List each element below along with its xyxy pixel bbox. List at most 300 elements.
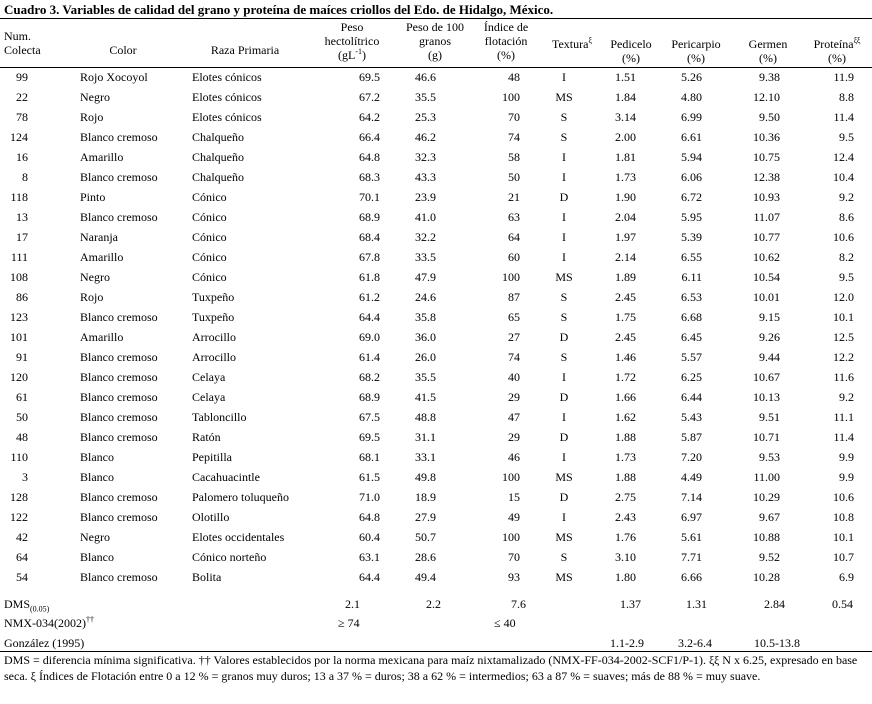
cell-raza: Tuxpeño (192, 310, 235, 324)
header-num (4, 29, 41, 57)
table-row (0, 447, 872, 467)
cell-peso100: 33.5 (415, 250, 436, 264)
table-row (0, 147, 872, 167)
header-pedicelo-line1: Pedicelo (610, 37, 652, 51)
cell-raza: Cónico (192, 270, 227, 284)
cell-peso-hl: 68.9 (359, 390, 380, 404)
cell-textura: S (560, 550, 568, 564)
cell-color: Rojo (80, 110, 104, 124)
cell-pericarpio: 5.57 (681, 350, 702, 364)
cell-textura: S (560, 290, 568, 304)
cell-color: Blanco (80, 550, 114, 564)
cell-proteina: 12.0 (833, 290, 854, 304)
header-num-line2: Colecta (4, 43, 41, 57)
dms-pericarpio: 1.31 (686, 597, 707, 611)
cell-pedicelo: 2.45 (615, 330, 636, 344)
table-row (0, 367, 872, 387)
cell-num: 91 (16, 350, 28, 364)
cell-pedicelo: 1.97 (615, 230, 636, 244)
table-row (0, 547, 872, 567)
header-peso100 (393, 20, 477, 62)
cell-pericarpio: 7.71 (681, 550, 702, 564)
cell-indice: 74 (508, 130, 520, 144)
peso-hl-unit-end: ) (362, 48, 366, 62)
cell-peso-hl: 66.4 (359, 130, 380, 144)
cell-color: Negro (80, 90, 110, 104)
cell-raza: Elotes cónicos (192, 90, 262, 104)
cell-color: Blanco cremoso (80, 510, 158, 524)
cell-proteina: 9.9 (839, 450, 854, 464)
cell-pericarpio: 6.61 (681, 130, 702, 144)
cell-germen: 9.52 (759, 550, 780, 564)
cell-indice: 29 (508, 390, 520, 404)
cell-textura: I (562, 210, 566, 224)
nmx-label-sup: †† (86, 615, 94, 624)
cell-color: Blanco cremoso (80, 350, 158, 364)
cell-peso100: 49.8 (415, 470, 436, 484)
cell-peso-hl: 64.4 (359, 570, 380, 584)
cell-indice: 63 (508, 210, 520, 224)
cell-peso100: 41.0 (415, 210, 436, 224)
cell-peso100: 32.2 (415, 230, 436, 244)
cell-raza: Cónico (192, 250, 227, 264)
header-peso-hl-line2: hectolítrico (324, 34, 380, 48)
cell-pedicelo: 1.66 (615, 390, 636, 404)
cell-proteina: 11.4 (833, 430, 854, 444)
cell-pericarpio: 6.97 (681, 510, 702, 524)
cell-pericarpio: 6.99 (681, 110, 702, 124)
header-proteina-unit: (%) (828, 51, 846, 65)
cell-proteina: 9.2 (839, 190, 854, 204)
cell-num: 128 (10, 490, 28, 504)
cell-pedicelo: 1.73 (615, 170, 636, 184)
cell-indice: 58 (508, 150, 520, 164)
cell-peso100: 31.1 (415, 430, 436, 444)
cell-num: 111 (10, 250, 28, 264)
cell-indice: 21 (508, 190, 520, 204)
dms-label (4, 597, 50, 614)
cell-color: Amarillo (80, 330, 124, 344)
dms-indice: 7.6 (511, 597, 526, 611)
cell-raza: Cónico (192, 210, 227, 224)
cell-color: Blanco cremoso (80, 490, 158, 504)
cell-pericarpio: 6.68 (681, 310, 702, 324)
data-table-body (0, 67, 872, 587)
cell-proteina: 11.4 (833, 110, 854, 124)
cell-textura: D (559, 490, 569, 504)
cell-indice: 50 (508, 170, 520, 184)
header-peso-hl-unit (312, 48, 392, 62)
cell-pedicelo: 1.73 (615, 450, 636, 464)
cell-proteina: 12.5 (833, 330, 854, 344)
table-row (0, 567, 872, 587)
cell-peso100: 46.6 (415, 70, 436, 84)
cell-color: Blanco cremoso (80, 410, 158, 424)
cell-peso100: 28.6 (415, 550, 436, 564)
header-pericarpio-unit: (%) (687, 51, 705, 65)
cell-peso-hl: 69.5 (359, 430, 380, 444)
cell-peso-hl: 61.4 (359, 350, 380, 364)
header-pedicelo (602, 37, 660, 65)
table-row (0, 207, 872, 227)
cell-textura: I (562, 170, 566, 184)
cell-indice: 100 (502, 90, 520, 104)
cell-raza: Arrocillo (192, 350, 236, 364)
cell-peso-hl: 70.1 (359, 190, 380, 204)
table-row (0, 87, 872, 107)
cell-color: Amarillo (80, 250, 124, 264)
cell-raza: Arrocillo (192, 330, 236, 344)
header-indice-unit: (%) (497, 48, 515, 62)
cell-indice: 74 (508, 350, 520, 364)
cell-textura: I (562, 510, 566, 524)
cell-textura: MS (555, 530, 573, 544)
cell-pericarpio: 6.06 (681, 170, 702, 184)
header-peso-hl (312, 20, 392, 62)
cell-raza: Cónico (192, 190, 227, 204)
gonzalez-pedicelo: 1.1-2.9 (610, 636, 644, 650)
cell-indice: 100 (502, 470, 520, 484)
cell-textura: MS (555, 570, 573, 584)
cell-color: Blanco cremoso (80, 210, 158, 224)
footnote: DMS = diferencia mínima significativa. †† Valores establecidos por la norma mexicana para maíz nixtamalizado (NMX-FF-034-2002-SCF1/P-1). ξξ N x 6.25, expresado en base seca. ξ Índices de Flotación entre 0 a 12 % = granos muy duros; 13 a 37 % = duros; 38 a 62 % = intermedios; 63 a 87 % = suaves; más de 88 % = muy suave. (4, 653, 858, 683)
cell-peso100: 36.0 (415, 330, 436, 344)
cell-peso-hl: 68.1 (359, 450, 380, 464)
header-peso-hl-line1: Peso (340, 20, 364, 34)
cell-raza: Elotes cónicos (192, 70, 262, 84)
table-row (0, 267, 872, 287)
header-germen-unit: (%) (759, 51, 777, 65)
gonzalez-label: González (1995) (4, 636, 85, 650)
cell-pericarpio: 6.55 (681, 250, 702, 264)
cell-germen: 9.15 (759, 310, 780, 324)
cell-indice: 47 (508, 410, 520, 424)
cell-germen: 10.13 (753, 390, 780, 404)
cell-num: 16 (16, 150, 28, 164)
cell-pedicelo: 1.75 (615, 310, 636, 324)
cell-germen: 10.71 (753, 430, 780, 444)
cell-proteina: 9.5 (839, 270, 854, 284)
cell-indice: 100 (502, 530, 520, 544)
cell-pericarpio: 6.72 (681, 190, 702, 204)
cell-color: Blanco cremoso (80, 390, 158, 404)
cell-pericarpio: 7.14 (681, 490, 702, 504)
cell-textura: D (559, 190, 569, 204)
cell-color: Blanco cremoso (80, 570, 158, 584)
cell-raza: Cacahuacintle (192, 470, 260, 484)
dms-label-text: DMS (4, 597, 31, 611)
cell-pericarpio: 5.61 (681, 530, 702, 544)
cell-indice: 60 (508, 250, 520, 264)
cell-peso-hl: 64.4 (359, 310, 380, 324)
cell-textura: I (562, 250, 566, 264)
header-proteina-line1 (806, 37, 868, 51)
cell-peso-hl: 68.2 (359, 370, 380, 384)
table-row (0, 487, 872, 507)
cell-peso100: 41.5 (415, 390, 436, 404)
cell-peso100: 23.9 (415, 190, 436, 204)
dms-peso100: 2.2 (426, 597, 441, 611)
cell-proteina: 11.1 (833, 410, 854, 424)
cell-indice: 48 (508, 70, 520, 84)
table-title: Cuadro 3. Variables de calidad del grano y proteína de maíces criollos del Edo. de Hidalgo, México. (4, 2, 554, 17)
table-row (0, 67, 872, 87)
cell-color: Rojo Xocoyol (80, 70, 148, 84)
nmx-label (4, 616, 94, 630)
cell-proteina: 10.4 (833, 170, 854, 184)
header-peso100-unit: (g) (428, 48, 442, 62)
cell-peso-hl: 61.5 (359, 470, 380, 484)
cell-textura: I (562, 410, 566, 424)
header-peso100-line1: Peso de 100 (406, 20, 464, 34)
cell-color: Blanco cremoso (80, 130, 158, 144)
cell-peso-hl: 63.1 (359, 550, 380, 564)
table-row (0, 227, 872, 247)
cell-indice: 65 (508, 310, 520, 324)
cell-peso100: 27.9 (415, 510, 436, 524)
cell-peso-hl: 69.0 (359, 330, 380, 344)
cell-color: Negro (80, 530, 110, 544)
cell-peso-hl: 64.8 (359, 150, 380, 164)
cell-proteina: 10.1 (833, 310, 854, 324)
cell-germen: 10.93 (753, 190, 780, 204)
header-pericarpio-line1: Pericarpio (671, 37, 721, 51)
table-row (0, 427, 872, 447)
cell-germen: 10.29 (753, 490, 780, 504)
cell-germen: 10.67 (753, 370, 780, 384)
cell-textura: D (559, 390, 569, 404)
cell-raza: Celaya (192, 390, 226, 404)
header-peso100-line2: granos (419, 34, 451, 48)
cell-color: Blanco cremoso (80, 430, 158, 444)
cell-pericarpio: 5.94 (681, 150, 702, 164)
cell-raza: Ratón (192, 430, 221, 444)
cell-color: Rojo (80, 290, 104, 304)
cell-num: 78 (16, 110, 28, 124)
table-row (0, 287, 872, 307)
cell-textura: I (562, 70, 566, 84)
cell-indice: 93 (508, 570, 520, 584)
cell-raza: Elotes cónicos (192, 110, 262, 124)
cell-color: Naranja (80, 230, 118, 244)
cell-pedicelo: 3.10 (615, 550, 636, 564)
cell-peso-hl: 68.4 (359, 230, 380, 244)
cell-pericarpio: 6.11 (681, 270, 702, 284)
data-table (0, 67, 872, 587)
cell-germen: 9.67 (759, 510, 780, 524)
cell-pericarpio: 4.80 (681, 90, 702, 104)
cell-germen: 9.44 (759, 350, 780, 364)
cell-pedicelo: 1.72 (615, 370, 636, 384)
cell-peso100: 46.2 (415, 130, 436, 144)
cell-germen: 9.53 (759, 450, 780, 464)
cell-color: Blanco (80, 450, 114, 464)
cell-pedicelo: 1.51 (615, 70, 636, 84)
cell-num: 110 (10, 450, 28, 464)
table-row (0, 467, 872, 487)
cell-num: 118 (10, 190, 28, 204)
cell-raza: Elotes occidentales (192, 530, 285, 544)
cell-proteina: 10.8 (833, 510, 854, 524)
cell-peso-hl: 67.8 (359, 250, 380, 264)
table-row (0, 507, 872, 527)
header-pedicelo-unit: (%) (622, 51, 640, 65)
cell-peso100: 50.7 (415, 530, 436, 544)
cell-proteina: 9.9 (839, 470, 854, 484)
header-indice-line1: Índice de (483, 20, 529, 34)
cell-raza: Chalqueño (192, 170, 244, 184)
cell-textura: I (562, 370, 566, 384)
header-textura (544, 37, 600, 51)
cell-proteina: 6.9 (839, 570, 854, 584)
cell-germen: 9.26 (759, 330, 780, 344)
cell-num: 17 (16, 230, 28, 244)
cell-pedicelo: 1.89 (615, 270, 636, 284)
cell-peso100: 35.5 (415, 90, 436, 104)
cell-peso100: 26.0 (415, 350, 436, 364)
cell-pedicelo: 2.00 (615, 130, 636, 144)
cell-num: 42 (16, 530, 28, 544)
cell-germen: 10.77 (753, 230, 780, 244)
cell-pedicelo: 1.88 (615, 430, 636, 444)
cell-proteina: 11.9 (833, 70, 854, 84)
cell-raza: Chalqueño (192, 150, 244, 164)
header-textura-sup: ξ (588, 36, 593, 45)
cell-pericarpio: 6.25 (681, 370, 702, 384)
cell-num: 122 (10, 510, 28, 524)
cell-textura: MS (555, 470, 573, 484)
cell-pericarpio: 5.95 (681, 210, 702, 224)
cell-germen: 10.88 (753, 530, 780, 544)
cell-germen: 10.01 (753, 290, 780, 304)
cell-peso100: 25.3 (415, 110, 436, 124)
cell-num: 54 (16, 570, 28, 584)
cell-indice: 29 (508, 430, 520, 444)
table-row (0, 387, 872, 407)
cell-color: Amarillo (80, 150, 124, 164)
cell-proteina: 8.8 (839, 90, 854, 104)
cell-pedicelo: 1.46 (615, 350, 636, 364)
cell-num: 8 (22, 170, 28, 184)
header-color: Color (109, 43, 137, 57)
table-row (0, 107, 872, 127)
cell-peso-hl: 68.3 (359, 170, 380, 184)
cell-pedicelo: 3.14 (615, 110, 636, 124)
cell-textura: I (562, 230, 566, 244)
cell-textura: I (562, 150, 566, 164)
cell-textura: D (559, 330, 569, 344)
cell-indice: 100 (502, 270, 520, 284)
cell-indice: 70 (508, 550, 520, 564)
cell-pedicelo: 2.43 (615, 510, 636, 524)
cell-raza: Pepitilla (192, 450, 232, 464)
peso-hl-unit-sup: -1 (355, 47, 362, 56)
cell-textura: I (562, 450, 566, 464)
cell-germen: 9.50 (759, 110, 780, 124)
cell-peso100: 33.1 (415, 450, 436, 464)
cell-indice: 15 (508, 490, 520, 504)
cell-peso-hl: 64.8 (359, 510, 380, 524)
dms-germen: 2.84 (764, 597, 785, 611)
cell-raza: Chalqueño (192, 130, 244, 144)
cell-germen: 10.36 (753, 130, 780, 144)
cell-proteina: 11.6 (833, 370, 854, 384)
cell-pericarpio: 5.43 (681, 410, 702, 424)
cell-textura: S (560, 130, 568, 144)
cell-peso-hl: 67.2 (359, 90, 380, 104)
cell-raza: Olotillo (192, 510, 230, 524)
cell-pericarpio: 4.49 (681, 470, 702, 484)
cell-pedicelo: 1.76 (615, 530, 636, 544)
cell-pericarpio: 5.87 (681, 430, 702, 444)
cell-num: 108 (10, 270, 28, 284)
cell-proteina: 8.6 (839, 210, 854, 224)
peso-hl-unit-text: (gL (338, 48, 356, 62)
cell-textura: D (559, 430, 569, 444)
cell-peso100: 47.9 (415, 270, 436, 284)
cell-num: 22 (16, 90, 28, 104)
cell-peso-hl: 67.5 (359, 410, 380, 424)
cell-num: 48 (16, 430, 28, 444)
cell-raza: Cónico (192, 230, 227, 244)
nmx-peso-hl: ≥ 74 (338, 616, 360, 630)
cell-peso100: 24.6 (415, 290, 436, 304)
cell-peso100: 43.3 (415, 170, 436, 184)
cell-textura: S (560, 310, 568, 324)
cell-pedicelo: 2.45 (615, 290, 636, 304)
cell-num: 124 (10, 130, 28, 144)
header-proteina (806, 37, 868, 65)
cell-color: Blanco cremoso (80, 310, 158, 324)
cell-proteina: 10.6 (833, 230, 854, 244)
cell-raza: Cónico norteño (192, 550, 267, 564)
cell-pericarpio: 6.44 (681, 390, 702, 404)
header-pericarpio (664, 37, 728, 65)
cell-peso-hl: 64.2 (359, 110, 380, 124)
cell-peso-hl: 71.0 (359, 490, 380, 504)
cell-pedicelo: 1.62 (615, 410, 636, 424)
table-row (0, 167, 872, 187)
cell-indice: 46 (508, 450, 520, 464)
nmx-indice: ≤ 40 (494, 616, 516, 630)
cell-pericarpio: 5.26 (681, 70, 702, 84)
cell-peso-hl: 68.9 (359, 210, 380, 224)
cell-germen: 9.51 (759, 410, 780, 424)
cell-germen: 10.28 (753, 570, 780, 584)
header-num-line1: Num. (4, 29, 31, 43)
cell-color: Blanco (80, 470, 114, 484)
cell-num: 120 (10, 370, 28, 384)
cell-raza: Celaya (192, 370, 226, 384)
cell-num: 50 (16, 410, 28, 424)
cell-indice: 70 (508, 110, 520, 124)
cell-indice: 40 (508, 370, 520, 384)
header-indice-line2: flotación (484, 34, 528, 48)
cell-num: 86 (16, 290, 28, 304)
cell-textura: MS (555, 90, 573, 104)
cell-indice: 49 (508, 510, 520, 524)
cell-pedicelo: 1.81 (615, 150, 636, 164)
cell-peso100: 18.9 (415, 490, 436, 504)
gonzalez-germen: 10.5-13.8 (754, 636, 800, 650)
cell-pedicelo: 2.14 (615, 250, 636, 264)
cell-pedicelo: 2.04 (615, 210, 636, 224)
cell-pericarpio: 5.39 (681, 230, 702, 244)
header-proteina-text: Proteína (813, 37, 854, 51)
cell-pedicelo: 1.90 (615, 190, 636, 204)
cell-proteina: 9.2 (839, 390, 854, 404)
cell-pedicelo: 1.80 (615, 570, 636, 584)
